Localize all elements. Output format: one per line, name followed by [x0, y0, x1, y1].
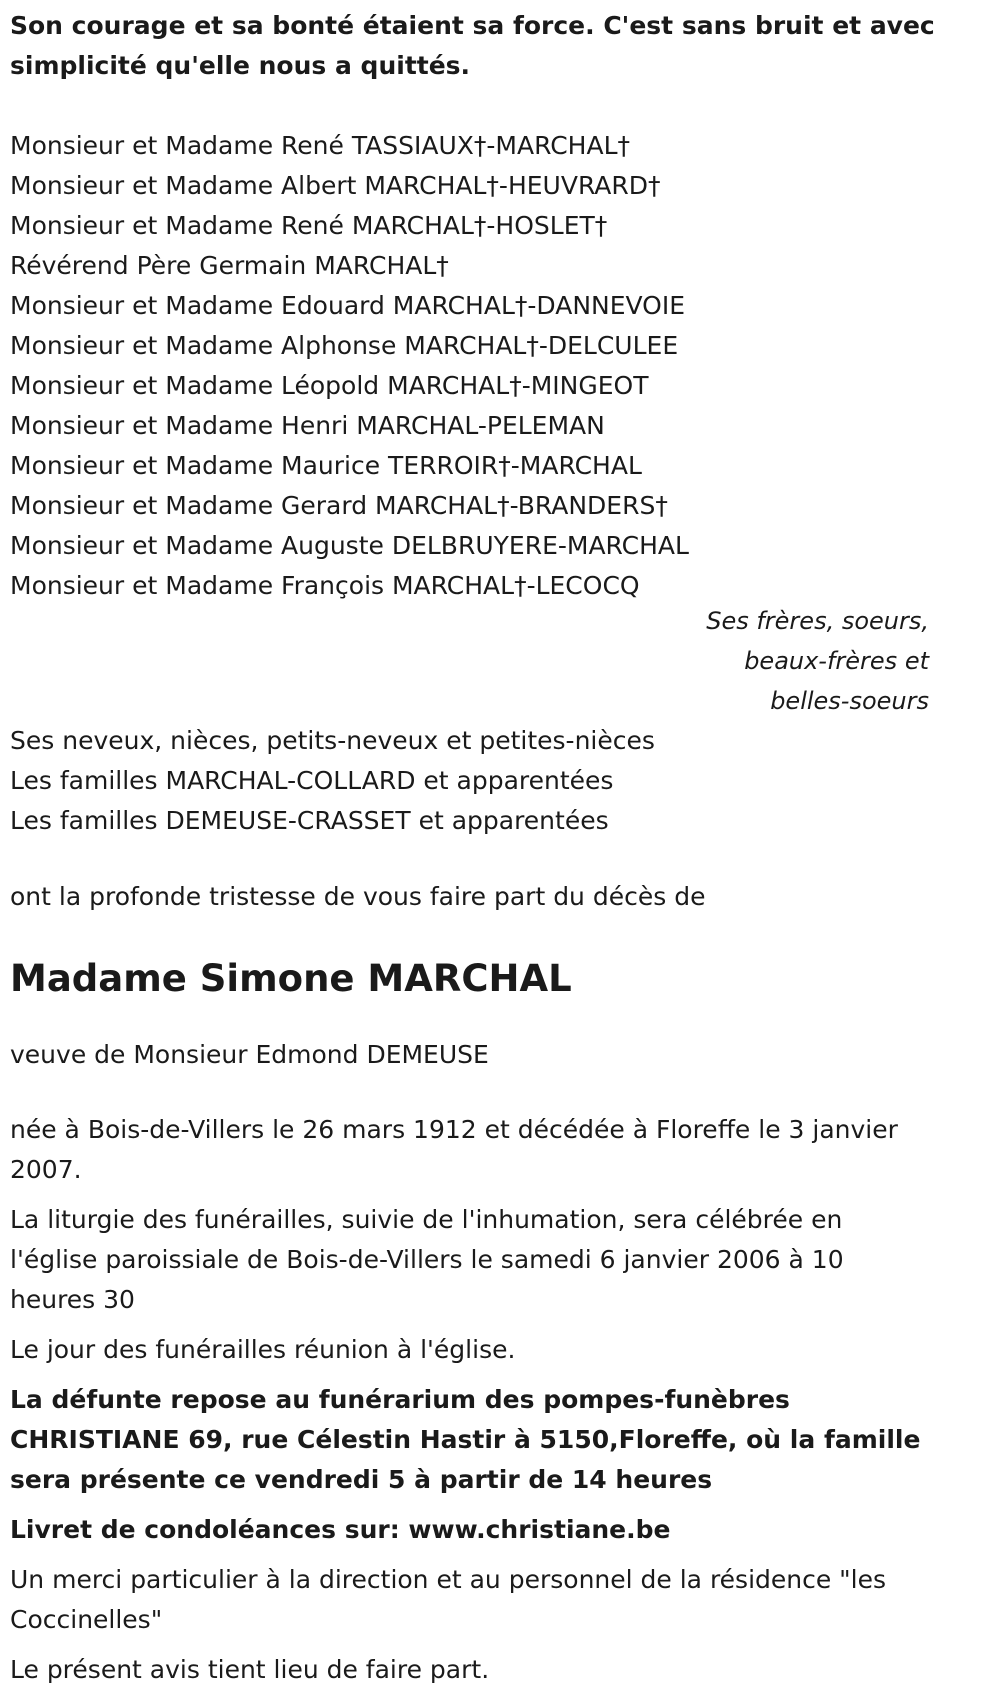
siblings-note-line: belles-soeurs	[770, 687, 929, 715]
siblings-note-line: beaux-frères et	[744, 647, 929, 675]
announcement-text: ont la profonde tristesse de vous faire part du décès de	[10, 882, 706, 911]
sibling-line: Monsieur et Madame Gerard MARCHAL†-BRANDERS†	[10, 491, 668, 520]
sibling-line: Monsieur et Madame Edouard MARCHAL†-DANNEVOIE	[10, 291, 686, 320]
meeting-text: Le jour des funérailles réunion à l'église.	[10, 1335, 516, 1364]
closing-text: Le présent avis tient lieu de faire part.	[10, 1655, 490, 1684]
condolences-text: Livret de condoléances sur: www.christiane.be	[10, 1515, 671, 1544]
sibling-line: Monsieur et Madame Albert MARCHAL†-HEUVRARD†	[10, 171, 661, 200]
spacer	[10, 841, 990, 877]
deceased-name: Madame Simone MARCHAL	[10, 957, 572, 1000]
relative-line: Ses neveux, nièces, petits-neveux et petites-nièces	[10, 726, 655, 755]
spouse-text: veuve de Monsieur Edmond DEMEUSE	[10, 1040, 489, 1069]
thanks-text: Un merci particulier à la direction et au personnel de la résidence "les Coccinelles"	[10, 1565, 887, 1634]
sibling-line: Monsieur et Madame Henri MARCHAL-PELEMAN	[10, 411, 605, 440]
sibling-line: Monsieur et Madame Maurice TERROIR†-MARCHAL	[10, 451, 642, 480]
sibling-line: Monsieur et Madame Léopold MARCHAL†-MINGEOT	[10, 371, 649, 400]
siblings-list	[10, 126, 990, 606]
relative-line: Les familles MARCHAL-COLLARD et apparentées	[10, 766, 614, 795]
sibling-line: Monsieur et Madame René TASSIAUX†-MARCHAL†	[10, 131, 630, 160]
liturgy-text: La liturgie des funérailles, suivie de l'inhumation, sera célébrée en l'église paroissiale de Bois-de-Villers le samedi 6 janvier 2006 à 10 heures 30	[10, 1205, 844, 1314]
relative-line: Les familles DEMEUSE-CRASSET et apparentées	[10, 806, 609, 835]
spacer	[10, 1075, 990, 1110]
sibling-line: Monsieur et Madame René MARCHAL†-HOSLET†	[10, 211, 608, 240]
sibling-line: Monsieur et Madame Auguste DELBRUYERE-MARCHAL	[10, 531, 689, 560]
birth-death-text: née à Bois-de-Villers le 26 mars 1912 et décédée à Floreffe le 3 janvier 2007.	[10, 1115, 898, 1184]
siblings-note-line: Ses frères, soeurs,	[706, 607, 929, 635]
sibling-line: Révérend Père Germain MARCHAL†	[10, 251, 449, 280]
siblings-note	[10, 601, 990, 721]
sibling-line: Monsieur et Madame Alphonse MARCHAL†-DELCULEE	[10, 331, 679, 360]
relatives-list	[10, 721, 990, 841]
sibling-line: Monsieur et Madame François MARCHAL†-LECOCQ	[10, 571, 640, 600]
spacer	[10, 86, 990, 126]
funerarium-text: La défunte repose au funérarium des pompes-funèbres CHRISTIANE 69, rue Célestin Hastir à 5150,Floreffe, où la famille sera présente ce vendredi 5 à partir de 14 heures	[10, 1385, 921, 1494]
intro-quote: Son courage et sa bonté étaient sa force. C'est sans bruit et avec simplicité qu'elle nous a quittés.	[10, 11, 935, 80]
spacer	[10, 1005, 990, 1035]
